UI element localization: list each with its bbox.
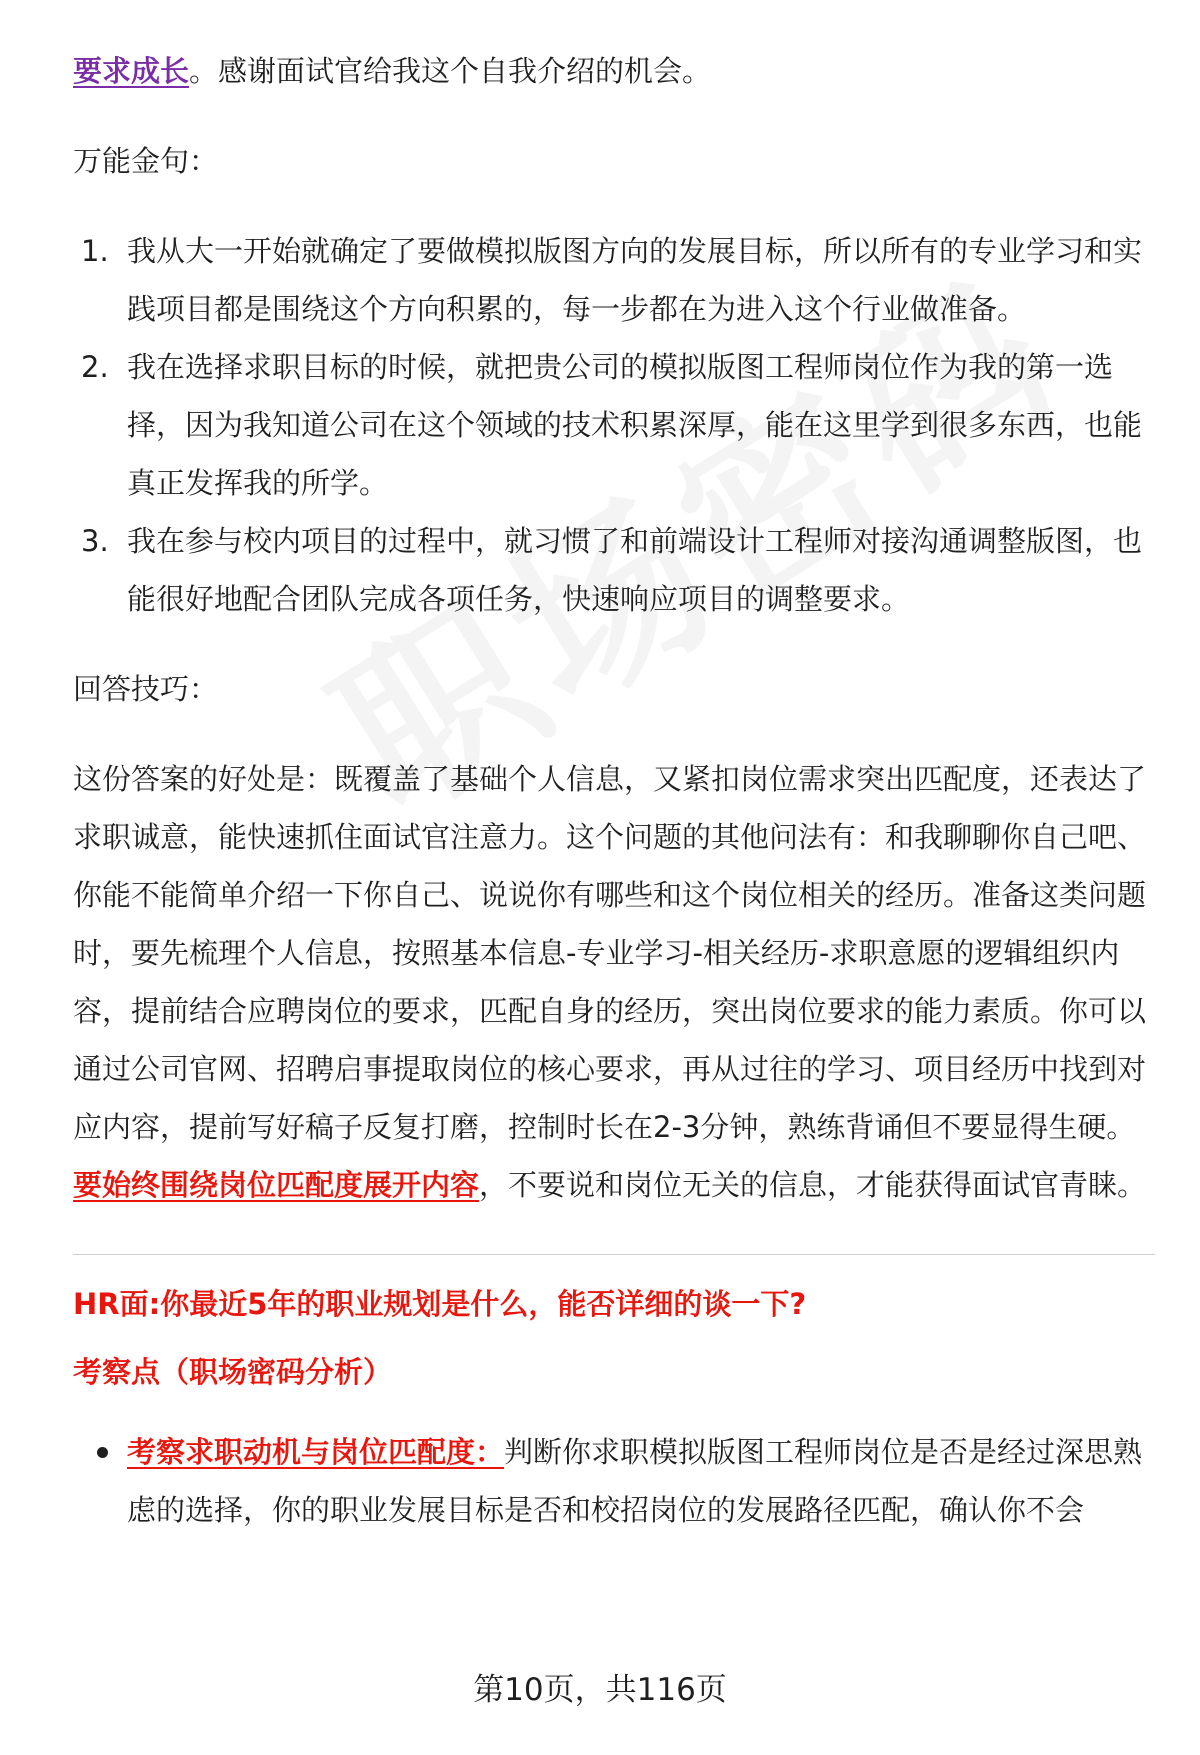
golden-sentences-list (73, 222, 1155, 628)
question-heading: HR面:你最近5年的职业规划是什么，能否详细的谈一下? (73, 1287, 807, 1321)
intro-rest: 。感谢面试官给我这个自我介绍的机会。 (189, 54, 712, 88)
list-item: 我在选择求职目标的时候，就把贵公司的模拟版图工程师岗位作为我的第一选择，因为我知道公司在这个领域的技术积累深厚，能在这里学到很多东西，也能真正发挥我的所学。 (127, 350, 1143, 500)
tips-text-after: ，不要说和岗位无关的信息，才能获得面试官青睐。 (479, 1168, 1147, 1202)
intro-emphasis: 要求成长 (73, 54, 190, 88)
golden-sentences-label: 万能金句： (73, 144, 219, 178)
list-item: 我从大一开始就确定了要做模拟版图方向的发展目标，所以所有的专业学习和实践项目都是围绕这个方向积累的，每一步都在为进入这个行业做准备。 (127, 234, 1143, 326)
page-footer: 第10页，共116页 (473, 1672, 727, 1708)
list-item (127, 1423, 1155, 1539)
tips-emphasis: 要始终围绕岗位匹配度展开内容 (73, 1168, 480, 1202)
check-points-list (73, 1423, 1155, 1539)
check-points-heading: 考察点（职场密码分析） (73, 1355, 393, 1389)
answer-tips-paragraph (73, 750, 1155, 1214)
tips-text-before: 这份答案的好处是：既覆盖了基础个人信息，又紧扣岗位需求突出匹配度，还表达了求职诚意，能快速抓住面试官注意力。这个问题的其他问法有：和我聊聊你自己吧、你能不能简单介绍一下你自己、说说你有哪些和这个岗位相关的经历。准备这类问题时，要先梳理个人信息，按照基本信息-专业学习-相关经历-求职意愿的逻辑组织内容，提前结合应聘岗位的要求，匹配自身的经历，突出岗位要求的能力素质。你可以通过公司官网、招聘启事提取岗位的核心要求，再从过往的学习、项目经历中找到对应内容，提前写好稿子反复打磨，控制时长在2-3分钟，熟练背诵但不要显得生硬。 (73, 762, 1147, 1144)
point-label: 考察求职动机与岗位匹配度： (127, 1435, 505, 1469)
list-item: 我在参与校内项目的过程中，就习惯了和前端设计工程师对接沟通调整版图，也能很好地配合团队完成各项任务，快速响应项目的调整要求。 (127, 524, 1143, 616)
point-text: 判断你求职模拟版图工程师岗位是否是经过深思熟虑的选择，你的职业发展目标是否和校招岗位的发展路径匹配，确认你不会 (127, 1435, 1143, 1527)
answer-tips-label: 回答技巧： (73, 672, 219, 706)
intro-paragraph (73, 42, 1155, 100)
section-divider (73, 1254, 1155, 1255)
